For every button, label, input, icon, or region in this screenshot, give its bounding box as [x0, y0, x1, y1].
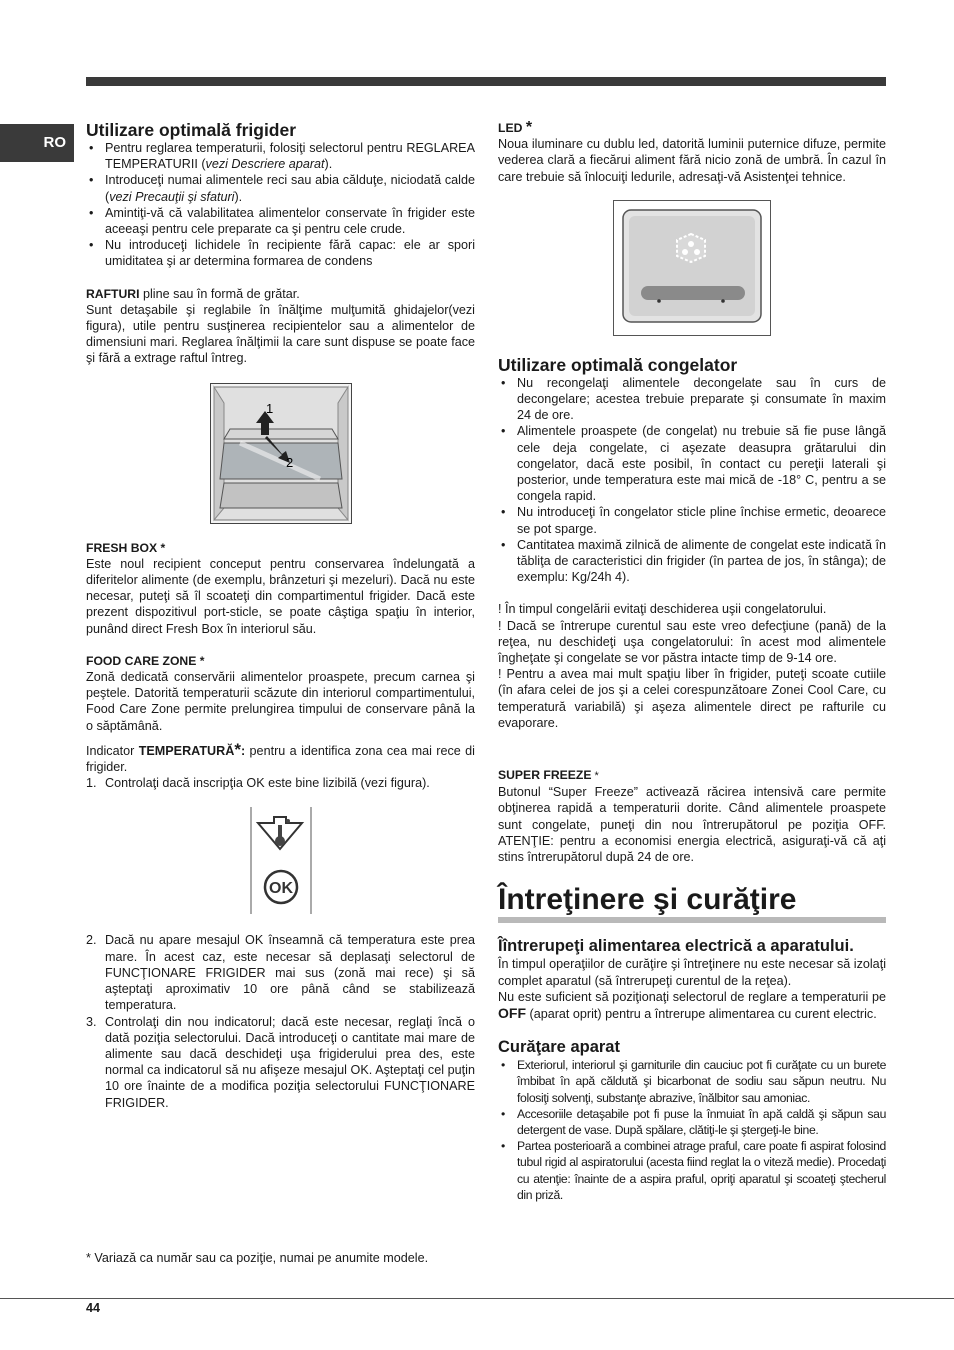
cleaning-list: [498, 1057, 886, 1203]
list-item: • Accesoriile detaşabile pot fi puse la înmuiat în apă caldă şi săpun sau detergent de vase. După spălare, clătiţi-le şi ştergeţi-le bine.: [498, 1106, 886, 1138]
fridge-title: Utilizare optimală frigider: [86, 120, 297, 140]
bottom-rule: [0, 1298, 954, 1299]
freezer-warning-1: ! În timpul congelării evitaţi deschiderea uşii congelatorului.: [498, 602, 827, 617]
shelf-figure: [210, 383, 352, 524]
list-item: 2. Dacă nu apare mesajul OK înseamnă că temperatura este prea mare. În acest caz, este necesar să deplasaţi selectorul de FUNCŢIONARE FRIGIDER mai sus (zonă mai rece) şi să aşteptaţi aproximativ 10 ore până când se stabilizează temperatura.: [86, 933, 475, 1013]
figure-label-2: 2: [285, 454, 293, 470]
list-item: 3. Controlaţi din nou indicatorul; dacă este necesar, reglaţi încă o dată poziţia selectorului. Dacă introduceţi o cantitate mai mare de alimente sau dacă deschideţi uşa frigiderului prea des, este normal ca indicatorul să nu afişeze mesajul OK. Aşteptaţi cel puţin 10 ore înainte de a modifica poziţia selectorului FUNCŢIONARE FRIGIDER.: [86, 1014, 475, 1110]
shelves-heading: RAFTURI pline sau în formă de grătar.: [86, 286, 300, 301]
maintenance-title: Întreţinere şi curăţire: [498, 883, 886, 923]
list-item: • Alimentele proaspete (de congelat) nu trebuie să fie puse lângă cele deja congelate, ci aşezate deasupra grătarului din congelator, dacă este posibil, în contact cu pereţii laterali şi posterior, unde temperatura este mai mică de -18° C, pentru a se congela rapid.: [498, 423, 886, 504]
foodcare-heading: FOOD CARE ZONE *: [86, 653, 205, 668]
led-figure: [613, 200, 771, 336]
led-text: Noua iluminare cu dublu led, datorită luminii puternice difuze, permite vederea clară a fiecărui aliment fără nicio zonă de umbră. În cazul în care trebuie să înlocuiţi ledurile, adresaţi-vă Asistenţei tehnice.: [498, 137, 886, 184]
list-item: • Introduceţi numai alimentele reci sau abia călduţe, niciodată calde (vezi Precauţii şi sfaturi).: [86, 172, 475, 204]
figure-label-1: 1: [265, 400, 273, 416]
left-column: [86, 120, 475, 1111]
indicator-steps: [86, 775, 475, 791]
led-heading: LED *: [498, 119, 533, 136]
list-item: 1. Controlaţi dacă inscripţia OK este bine lizibilă (vezi figura).: [86, 776, 430, 791]
ok-label: OK: [268, 880, 293, 898]
indicator-text: Indicator TEMPERATURĂ*: pentru a identifica zona cea mai rece di frigider.: [86, 739, 475, 775]
temperature-indicator-figure: [250, 807, 312, 914]
list-item: • Exteriorul, interiorul şi garniturile din cauciuc pot fi curăţate cu un burete îmbibat în apă căldută şi bicarbonat de sodiu sau săpun neutru. Nu folosiţi solvenţi, substanţe abrazive, înălbitor sau amoniac.: [498, 1057, 886, 1106]
top-rule: [86, 77, 886, 86]
shelves-text: Sunt detaşabile şi reglabile în înălţime mulţumită ghidajelor(vezi figura), utile pentru susţinerea recipientelor sau a alimentelor de dimensiuni mari. Reglarea înălţimii la care sunt dispuse se poate face şi fără a extrage raftul întreg.: [86, 302, 475, 366]
freshbox-text: Este noul recipient conceput pentru conservarea îndelungată a diferitelor alimente (de exemplu, brânzeturi şi mezeluri). Dacă nu este necesar, puteţi să îl scoateţi din compartimentul frigider. Dacă este prezent dispozitivul port-sticle, se poate câştiga spaţiu în interior, punând direct Fresh Box în interiorul său.: [86, 556, 475, 636]
foodcare-text: Zonă dedicată conservării alimentelor proaspete, precum carnea şi peştele. Datorită temperaturii scăzute din interiorul compartimentului, Food Care Zone permite prelungirea timpului de conservare până la o săptămână.: [86, 670, 475, 733]
list-item: • Nu introduceţi lichidele în recipiente fără capac: ele ar spori umiditatea şi ar determina formarea de condens: [86, 237, 475, 269]
list-item: • Nu introduceţi în congelator sticle pline închise ermetic, deoarece se pot sparge.: [498, 504, 886, 536]
power-off-text-2: Nu este suficient să poziţionaţi selectorul de reglare a temperaturii pe OFF (aparat oprit) pentru a întrerupe alimentarea cu curent electric.: [498, 989, 886, 1021]
list-item: • Pentru reglarea temperaturii, folosiţi selectorul pentru REGLAREA TEMPERATURII (vezi Descriere aparat).: [86, 140, 475, 172]
list-item: • Cantitatea maximă zilnică de alimente de congelat este indicată în tăbliţa de caracteristici din frigider (în partea de jos, în stânga); de exemplu: Kg/24h 4).: [498, 537, 886, 586]
superfreeze-heading: SUPER FREEZE *: [498, 768, 599, 783]
indicator-steps-continued: [86, 932, 475, 1110]
language-tab: RO: [0, 124, 74, 162]
list-item: • Amintiţi-vă că valabilitatea alimentelor conservate în frigider este aceeaşi pentru cele preparate ca şi pentru cele crude.: [86, 205, 475, 237]
freezer-warning-2: ! Dacă se întrerupe curentul sau este vreo defecţiune (pană) de la reţea, nu deschideţi uşa congelatorului: în acest mod alimentele îngheţate şi congelate se vor păstra intacte timp de 9-14 ore.: [498, 618, 886, 666]
freezer-title: Utilizare optimală congelator: [498, 354, 738, 375]
superfreeze-text: Butonul “Super Freeze” activează răcirea intensivă care permite obţinerea rapidă a temperaturii dorite. Când alimentele proaspete sunt congelate, puneţi din nou întrerupătorul pe poziţia OFF. ATENŢIE: pentru a economisi energia electrică, asiguraţi-vă că aţi stins întrerupătorul după 24 de ore.: [498, 785, 886, 865]
freezer-warning-3: ! Pentru a avea mai mult spaţiu liber în frigider, puteţi scoate cutiile (în afara celei de jos şi a celei corespunzătoare Zonei Cool Care, cu temperatură variabilă) şi aşeza alimentele direct pe rafturile cu evaporare.: [498, 667, 886, 730]
freezer-tips-list: [498, 375, 886, 586]
footnote: * Variază ca număr sau ca poziţie, numai pe anumite modele.: [86, 1251, 429, 1265]
power-off-text-1: În timpul operaţiilor de curăţire şi întreţinere nu este necesar să izolaţi complet aparatul (să întrerupeţi curentul de la reţea).: [498, 957, 886, 988]
right-column: [498, 120, 886, 1203]
page-number: 44: [86, 1301, 101, 1315]
freshbox-heading: FRESH BOX *: [86, 540, 166, 555]
list-item: • Nu recongelaţi alimentele decongelate sau în curs de decongelare; acestea trebuie preparate şi consumate în maxim 24 de ore.: [498, 375, 886, 424]
fridge-tips-list: [86, 140, 475, 270]
list-item: • Partea posterioară a combinei atrage praful, care poate fi aspirat folosind tubul rigid al aspiratorului (acesta fiind reglat la o viteză medie). Procedaţi cu atenţie: înainte de a aspira praful, opriţi aparatul şi scoateţi ştecherul din priză.: [498, 1138, 886, 1203]
power-off-heading: Îîntrerupeţi alimentarea electrică a aparatului.: [498, 937, 854, 956]
cleaning-heading: Curăţare aparat: [498, 1038, 620, 1057]
